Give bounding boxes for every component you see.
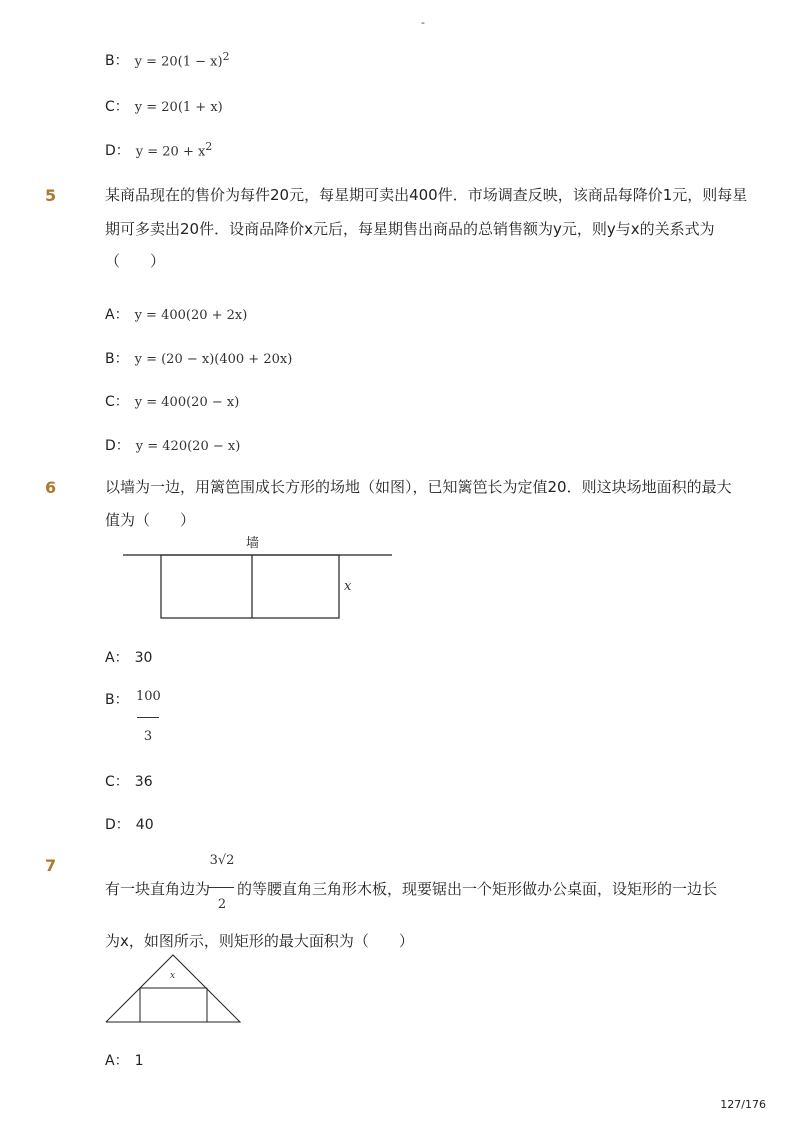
- fraction-denominator: 3: [143, 729, 153, 744]
- option-label: D：: [105, 817, 130, 833]
- q5-line-3: （ ）: [105, 252, 166, 270]
- q7-fraction-numerator: 3√2: [209, 853, 235, 868]
- header-dash: -: [421, 16, 425, 29]
- option-value: 36: [134, 774, 153, 790]
- option-value: 1: [134, 1053, 144, 1069]
- side-label-x: x: [344, 579, 352, 594]
- page-number: 127/176: [720, 1098, 766, 1111]
- option-math: y = 400(20 + 2x): [134, 308, 248, 323]
- q7-line-1-after: 的等腰直角三角形木板，现要锯出一个矩形做办公桌面，设矩形的一边长: [237, 880, 718, 898]
- q7-option-a[interactable]: [105, 1050, 144, 1070]
- option-label: B：: [105, 692, 129, 708]
- option-math: $y = 20(1 - x)^2$: [134, 50, 230, 70]
- option-label: C：: [105, 774, 129, 790]
- option-value: 30: [134, 650, 153, 666]
- q7-line-2: 为x，如图所示，则矩形的最大面积为（ ）: [105, 932, 414, 950]
- option-label: C：: [105, 99, 129, 115]
- option-label: B：: [105, 351, 129, 367]
- option-label: D：: [105, 143, 130, 160]
- q7-fraction-denominator: 2: [217, 897, 227, 912]
- option-value: 40: [135, 817, 154, 833]
- option-label: A：: [105, 307, 129, 323]
- option-label: C：: [105, 394, 129, 410]
- option-math: y = 400(20 − x): [134, 395, 240, 410]
- question-number-5: 5: [45, 186, 57, 205]
- triangle-side-label-x: x: [170, 971, 176, 981]
- question-number-7: 7: [45, 856, 57, 875]
- question-number-6: 6: [45, 478, 57, 497]
- q6-line-2: 值为（ ）: [105, 511, 196, 529]
- option-label: A：: [105, 650, 129, 666]
- q7-line-1-before: 有一块直角边为: [105, 880, 211, 898]
- option-math: y = 420(20 − x): [135, 439, 241, 454]
- wall-label: 墙: [246, 536, 260, 551]
- option-label: B：: [105, 53, 129, 70]
- option-label: D：: [105, 438, 130, 454]
- option-label: A：: [105, 1053, 129, 1069]
- q5-line-2: 期可多卖出20件．设商品降价x元后，每星期售出商品的总销售额为y元，则y与x的关系式为: [105, 220, 715, 238]
- option-math: y = 20(1 + x): [134, 100, 223, 115]
- q5-line-1: 某商品现在的售价为每件20元，每星期可卖出400件．市场调查反映，该商品每降价1元，则每星: [105, 186, 748, 204]
- q6-line-1: 以墙为一边，用篱笆围成长方形的场地（如图），已知篱笆长为定值20．则这块场地面积的最大: [105, 478, 732, 496]
- option-math: $y = 20 + x^2$: [135, 140, 213, 160]
- fraction-numerator: 100: [136, 689, 161, 704]
- option-math: y = (20 − x)(400 + 20x): [134, 352, 293, 367]
